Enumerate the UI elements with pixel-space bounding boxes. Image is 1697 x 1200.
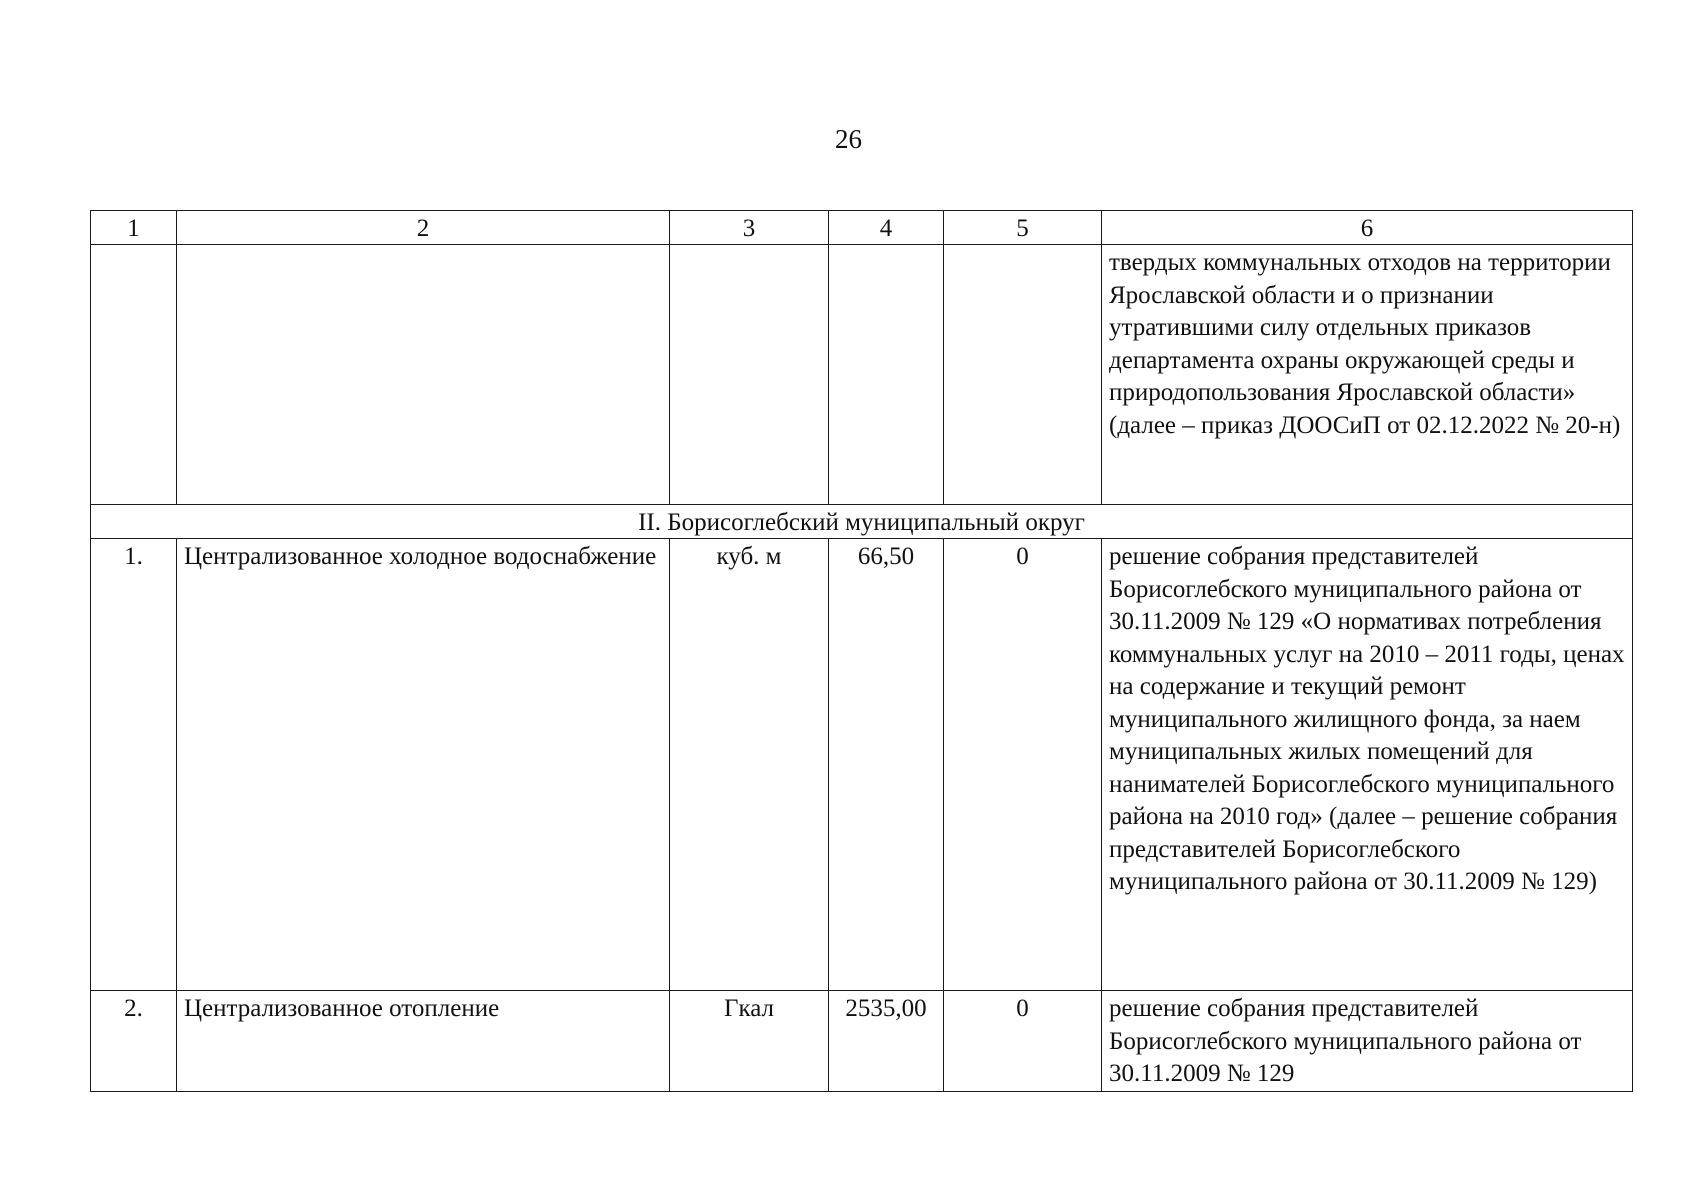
row-number: 2. xyxy=(91,991,177,1092)
table-row xyxy=(91,991,1633,1092)
row-number: 1. xyxy=(91,539,177,991)
continued-cell-4 xyxy=(829,245,944,505)
legal-basis: решение собрания представителей Борисоглебского муниципального района от 30.11.2009 № 129 «О нормативах потребления коммунальных услуг на 2010 – 2011 годы, ценах на содержание и текущий ремонт муниципального жилищного фонда, за наем муниципальных жилых помещений для нанимателей Борисоглебского муниципального района на 2010 год» (далее – решение собрания представителей Борисоглебского муниципального района от 30.11.2009 № 129) xyxy=(1102,539,1633,991)
continued-cell-5 xyxy=(944,245,1102,505)
service-name: Централизованное холодное водоснабжение xyxy=(177,539,670,991)
unit: Гкал xyxy=(670,991,829,1092)
continued-cell-2 xyxy=(177,245,670,505)
continued-cell-1 xyxy=(91,245,177,505)
page-number: 26 xyxy=(835,124,862,154)
value: 2535,00 xyxy=(829,991,944,1092)
header-col-6: 6 xyxy=(1102,211,1633,245)
continued-basis: твердых коммунальных отходов на территории Ярославской области и о признании утратившими силу отдельных приказов департамента охраны окружающей среды и природопользования Ярославской области» (далее – приказ ДООСиП от 02.12.2022 № 20-н) xyxy=(1102,245,1633,505)
table-row xyxy=(91,539,1633,991)
header-col-5: 5 xyxy=(944,211,1102,245)
header-col-2: 2 xyxy=(177,211,670,245)
legal-basis: решение собрания представителей Борисоглебского муниципального района от 30.11.2009 № 129 xyxy=(1102,991,1633,1092)
section-title: II. Борисоглебский муниципальный округ xyxy=(91,505,1633,539)
unit: куб. м xyxy=(670,539,829,991)
header-col-1: 1 xyxy=(91,211,177,245)
service-name: Централизованное отопление xyxy=(177,991,670,1092)
table-header-row xyxy=(91,211,1633,245)
col5-value: 0 xyxy=(944,991,1102,1092)
header-col-4: 4 xyxy=(829,211,944,245)
value: 66,50 xyxy=(829,539,944,991)
table-row-continued xyxy=(91,245,1633,505)
col5-value: 0 xyxy=(944,539,1102,991)
continued-cell-3 xyxy=(670,245,829,505)
section-row xyxy=(91,505,1633,539)
header-col-3: 3 xyxy=(670,211,829,245)
regulations-table xyxy=(90,210,1633,1092)
